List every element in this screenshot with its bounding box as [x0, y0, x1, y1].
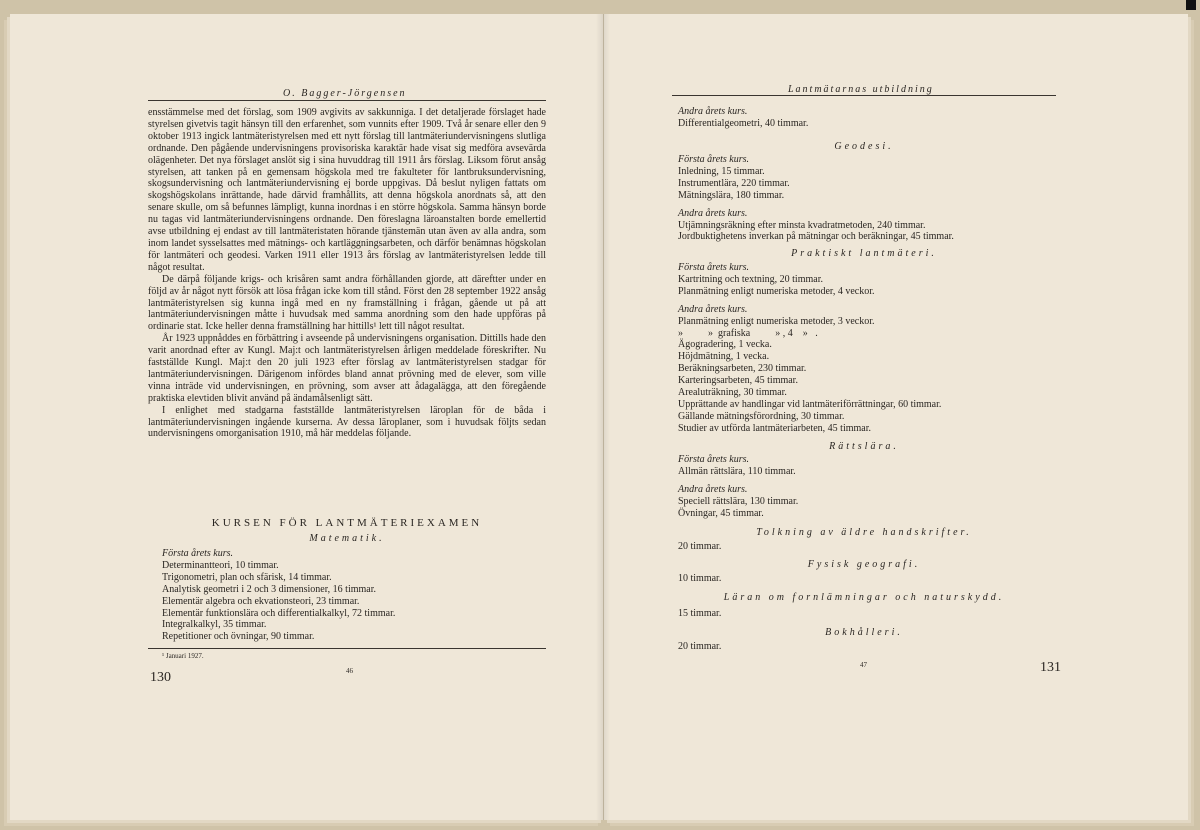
- footnote-rule: [148, 648, 546, 649]
- left-running-head: O. Bagger-Jörgensen: [283, 88, 407, 99]
- list-item: Planmätning enligt numeriska metoder, 4 veckor.: [678, 285, 875, 297]
- list-item: Upprättande av handlingar vid lantmäteriförrättningar, 60 timmar.: [678, 398, 942, 410]
- sub-title-laran: Läran om fornlämningar och naturskydd.: [723, 592, 1005, 603]
- sub-title-tolkning: Tolkning av äldre handskrifter.: [756, 527, 972, 538]
- book-gutter: [596, 14, 610, 820]
- course-year-label: Första årets kurs.: [678, 262, 750, 273]
- geodesi-block: [678, 154, 1058, 243]
- list-item: Repetitioner och övningar, 90 timmar.: [162, 631, 315, 643]
- paragraph: De därpå följande krigs- och krisåren samt andra förhållanden gjorde, att däreftter under en följd av år något nytt försök att lösa frågan icke kom till stånd. Först den 28 september 1922 ansåg lantmäteristyrelsen sig kunna ingå med en ny framställning i frågan, gående ut på att lantmäteriundervisningen måtte i huvudsak med samma anordning som den hade uppföras på ordinarie stat. Icke heller denna framställning har hittills¹ lett till något resultat.: [148, 273, 546, 333]
- left-page-number: 130: [150, 670, 171, 685]
- bokhalleri-hours: 20 timmar.: [678, 641, 722, 652]
- list-item: Utjämningsräkning efter minsta kvadratmetoden, 240 timmar.: [678, 219, 926, 231]
- sub-title-rattslara: Rättslära.: [829, 441, 899, 452]
- laran-hours: 15 timmar.: [678, 608, 722, 619]
- list-item: Elementär algebra och ekvationsteori, 23 timmar.: [162, 595, 360, 607]
- course-year-label: Första årets kurs.: [678, 454, 750, 465]
- footnote: ¹ Januari 1927.: [162, 652, 204, 660]
- list-item: Gällande mätningsförordning, 30 timmar.: [678, 410, 845, 422]
- list-item: Studier av utförda lantmäteriarbeten, 45 timmar.: [678, 422, 871, 434]
- paragraph: I enlighet med stadgarna fastställde lantmäteristyrelsen läroplan för de båda i lantmäteriundervisningen ingående kurserna. Av dessa läroplaner, som i huvudsak följts sedan undervisningens omorganisation 1910, må här meddelas följande.: [148, 404, 546, 440]
- list-item: Instrumentlära, 220 timmar.: [678, 177, 790, 189]
- list-item: Arealuträkning, 30 timmar.: [678, 387, 787, 399]
- right-head-rule: [672, 95, 1056, 96]
- paragraph: ensstämmelse med det förslag, som 1909 avgivits av sakkunniga. I det detaljerade förslaget hade styrelsen givetvis tagit hänsyn till den erfarenhet, som vunnits efter 1909. Två år senare eller den 9 oktober 1913 ingick lantmäteristyrelsen med ett nytt förslag till lantmäteriundervisningens slutliga ordnande. Den pågående undervisningens provisoriska karaktär hade visat sig medföra avsevärda olägenheter. Det nya förslaget anslöt sig i sina huvuddrag till 1911 års förslag. Liksom förut ansåg styrelsen, att tanken på en gemensam högskola med tre fakulteter för lantbruksundervisning, skogsundervisning och lantmäteriundervisning ej borde uppgivas. Då beslut nyligen fattats om skogshögskolans inrättande, hade därvid framhållits, att denna högskola anordnats så, att den senare skulle, om så befunnes lämpligt, kunna inordnas i en större högskola. Samma hänsyn borde nu tagas vid lantmäteriundervisningens ordnande. Den föreslagna läroanstalten borde emellertid avse utbildning ej endast av till lantmäteristaten hörande tjänstemän utan även av alla andra, som inom landet sysselsattes med mätnings- och kartläggningsarbeten, och därför benämnas högskolan för lantmäteri och geodesi. Varken 1911 eller 1913 års förslag av lantmäteristyrelsen ledde till något resultat.: [148, 107, 546, 273]
- list-item: Trigonometri, plan och sfärisk, 14 timmar.: [162, 571, 332, 583]
- sub-title-matematik: Matematik.: [309, 533, 385, 544]
- sub-title-fysisk: Fysisk geografi.: [807, 559, 921, 570]
- list-item: Övningar, 45 timmar.: [678, 507, 764, 519]
- fysisk-hours: 10 timmar.: [678, 573, 722, 584]
- list-item: Kartritning och textning, 20 timmar.: [678, 273, 823, 285]
- list-item: » » grafiska » , 4 » .: [678, 327, 818, 339]
- course-year-label: Andra årets kurs.: [678, 106, 748, 117]
- right-page-number: 131: [1040, 660, 1061, 675]
- course-year-label: Andra årets kurs.: [678, 303, 748, 315]
- course-year-label: Andra årets kurs.: [678, 483, 748, 495]
- left-head-rule: [148, 100, 546, 101]
- list-item: Determinantteori, 10 timmar.: [162, 559, 279, 571]
- list-item: Jordbuktighetens inverkan på mätningar och beräkningar, 45 timmar.: [678, 231, 954, 243]
- tolkning-hours: 20 timmar.: [678, 541, 722, 552]
- course-year-label: Första årets kurs.: [162, 548, 234, 559]
- course-year-label: Andra årets kurs.: [678, 207, 748, 219]
- scan-corner-mark: [1186, 0, 1196, 10]
- list-item: Höjdmätning, 1 vecka.: [678, 351, 770, 363]
- left-body-text: [148, 107, 546, 440]
- list-item: Beräkningsarbeten, 230 timmar.: [678, 363, 807, 375]
- list-item: Integralkalkyl, 35 timmar.: [162, 619, 267, 631]
- list-item: Karteringsarbeten, 45 timmar.: [678, 375, 798, 387]
- list-item: Allmän rättslära, 110 timmar.: [678, 465, 796, 477]
- sub-title-bokhalleri: Bokhålleri.: [825, 627, 903, 638]
- course-year-label: Första årets kurs.: [678, 154, 750, 165]
- list-item: Ägogradering, 1 vecka.: [678, 339, 772, 351]
- praktiskt-block: [678, 262, 1058, 435]
- list-item: Inledning, 15 timmar.: [678, 165, 765, 177]
- list-item: Elementär funktionslära och differentialkalkyl, 72 timmar.: [162, 607, 396, 619]
- list-item: Speciell rättslära, 130 timmar.: [678, 495, 799, 507]
- right-small-folio: 47: [860, 661, 867, 669]
- list-item: Planmätning enligt numeriska metoder, 3 veckor.: [678, 315, 875, 327]
- matematik-andra-block: [678, 106, 1058, 130]
- right-running-head: Lantmätarnas utbildning: [788, 84, 934, 95]
- sub-title-geodesi: Geodesi.: [834, 141, 894, 152]
- paragraph: År 1923 uppnåddes en förbättring i avseende på undervisningens organisation. Dittills hade den varit anordnad efter av Kungl. Maj:t och lantmäteristyrelsen årligen meddelade föreskrifter. Nu fastställde Kungl. Maj:t den 20 juli 1923 efter förslag av lantmäteristyrelsen stadgar för lantmäteriundervisningen. Därigenom infördes bland annat prövning med de elever, som ville vinna inträde vid undervisningen, en prövning, som avser att ådagalägga, att den föregående praktiska elevtiden blivit använd på ändamålsenligt sätt.: [148, 333, 546, 404]
- list-item: Analytisk geometri i 2 och 3 dimensioner, 16 timmar.: [162, 583, 377, 595]
- sub-title-praktiskt: Praktiskt lantmäteri.: [791, 248, 937, 259]
- left-small-folio: 46: [346, 667, 353, 675]
- list-item: Differentialgeometri, 40 timmar.: [678, 117, 809, 129]
- section-title: KURSEN FÖR LANTMÄTERIEXAMEN: [211, 517, 483, 529]
- list-item: Mätningslära, 180 timmar.: [678, 189, 785, 201]
- rattslara-block: [678, 454, 1058, 520]
- matematik-course-list: [162, 548, 542, 643]
